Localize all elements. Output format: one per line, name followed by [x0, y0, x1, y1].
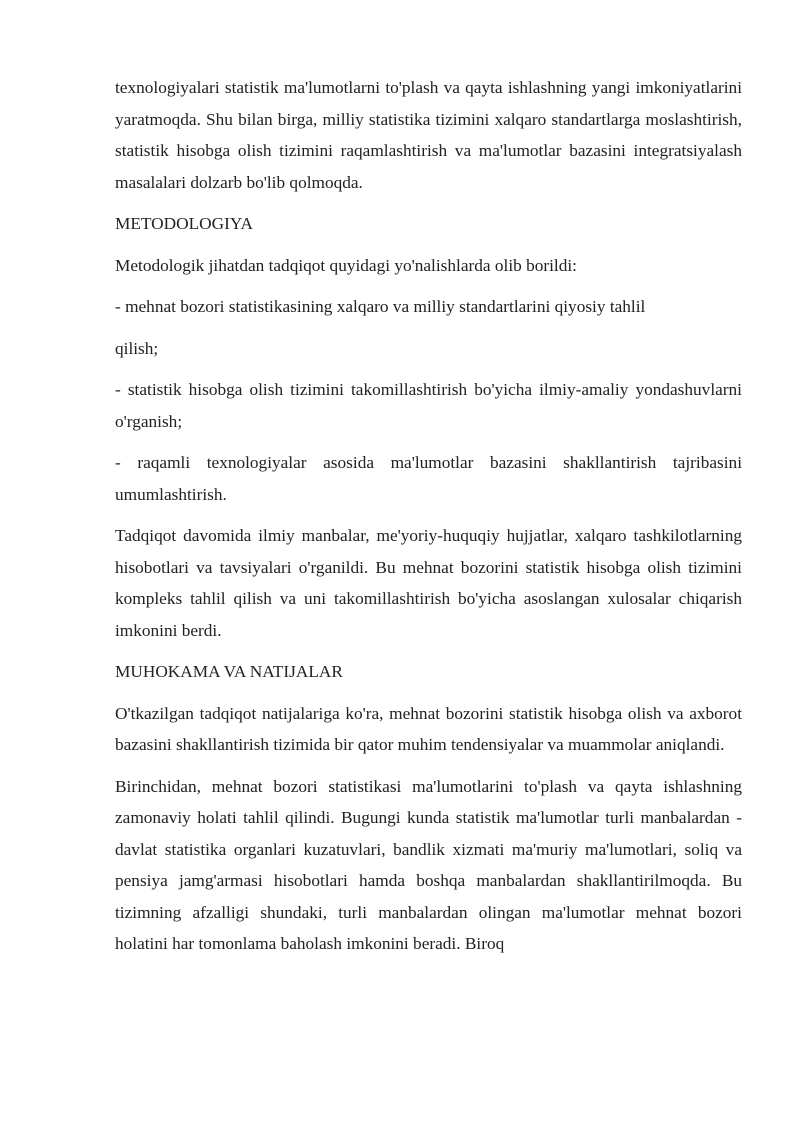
paragraph-first: Birinchidan, mehnat bozori statistikasi ma'lumotlarini to'plash va qayta ishlashning zamonaviy holati tahlil qilindi. Bugungi kunda statistik ma'lumotlar turli manbalardan - davlat statistika organlari kuzatuvlari, bandlik xizmati ma'muriy ma'lumotlari, soliq va pensiya jamg'armasi hisobotlari hamda boshqa manbalardan shakllantirilmoqda. Bu tizimning afzalligi shundaki, turli manbalardan olingan ma'lumotlar mehnat bozori holatini har tomonlama baholash imkonini beradi. Biroq — [115, 776, 742, 953]
paragraph-intro: texnologiyalari statistik ma'lumotlarni to'plash va qayta ishlashning yangi imkoniyatlarini yaratmoqda. Shu bilan birga, milliy statistika tizimini xalqaro standartlarga moslashtirish, statistik hisobga olish tizimini raqamlashtirish va ma'lumotlar bazasini integratsiyalash masalalari dolzarb bo'lib qolmoqda. — [115, 78, 742, 192]
list-item-1-line2: qilish; — [115, 338, 159, 358]
heading-discussion: MUHOKAMA VA NATIJALAR — [115, 662, 343, 681]
list-item-2: - statistik hisobga olish tizimini takomillashtirish bo'yicha ilmiy-amaliy yondashuvlarni o'rganish; — [115, 380, 742, 431]
document-page — [115, 72, 742, 970]
paragraph-results: O'tkazilgan tadqiqot natijalariga ko'ra, mehnat bozorini statistik hisobga olish va axborot bazasini shakllantirish tizimida bir qator muhim tendensiyalar va muammolar aniqlandi. — [115, 703, 742, 754]
paragraph-sources: Tadqiqot davomida ilmiy manbalar, me'yoriy-huquqiy hujjatlar, xalqaro tashkilotlarning hisobotlari va tavsiyalari o'rganildi. Bu mehnat bozorini statistik hisobga olish tizimini kompleks tahlil qilish va uni takomillashtirish bo'yicha asoslangan xulosalar chiqarish imkonini berdi. — [115, 526, 742, 640]
list-item-3: - raqamli texnologiyalar asosida ma'lumotlar bazasini shakllantirish tajribasini umumlashtirish. — [115, 453, 742, 504]
heading-methodology: METODOLOGIYA — [115, 214, 253, 233]
list-item-1-line1: - mehnat bozori statistikasining xalqaro va milliy standartlarini qiyosiy tahlil — [115, 297, 646, 316]
paragraph-method-intro: Metodologik jihatdan tadqiqot quyidagi yo'nalishlarda olib borildi: — [115, 255, 577, 275]
